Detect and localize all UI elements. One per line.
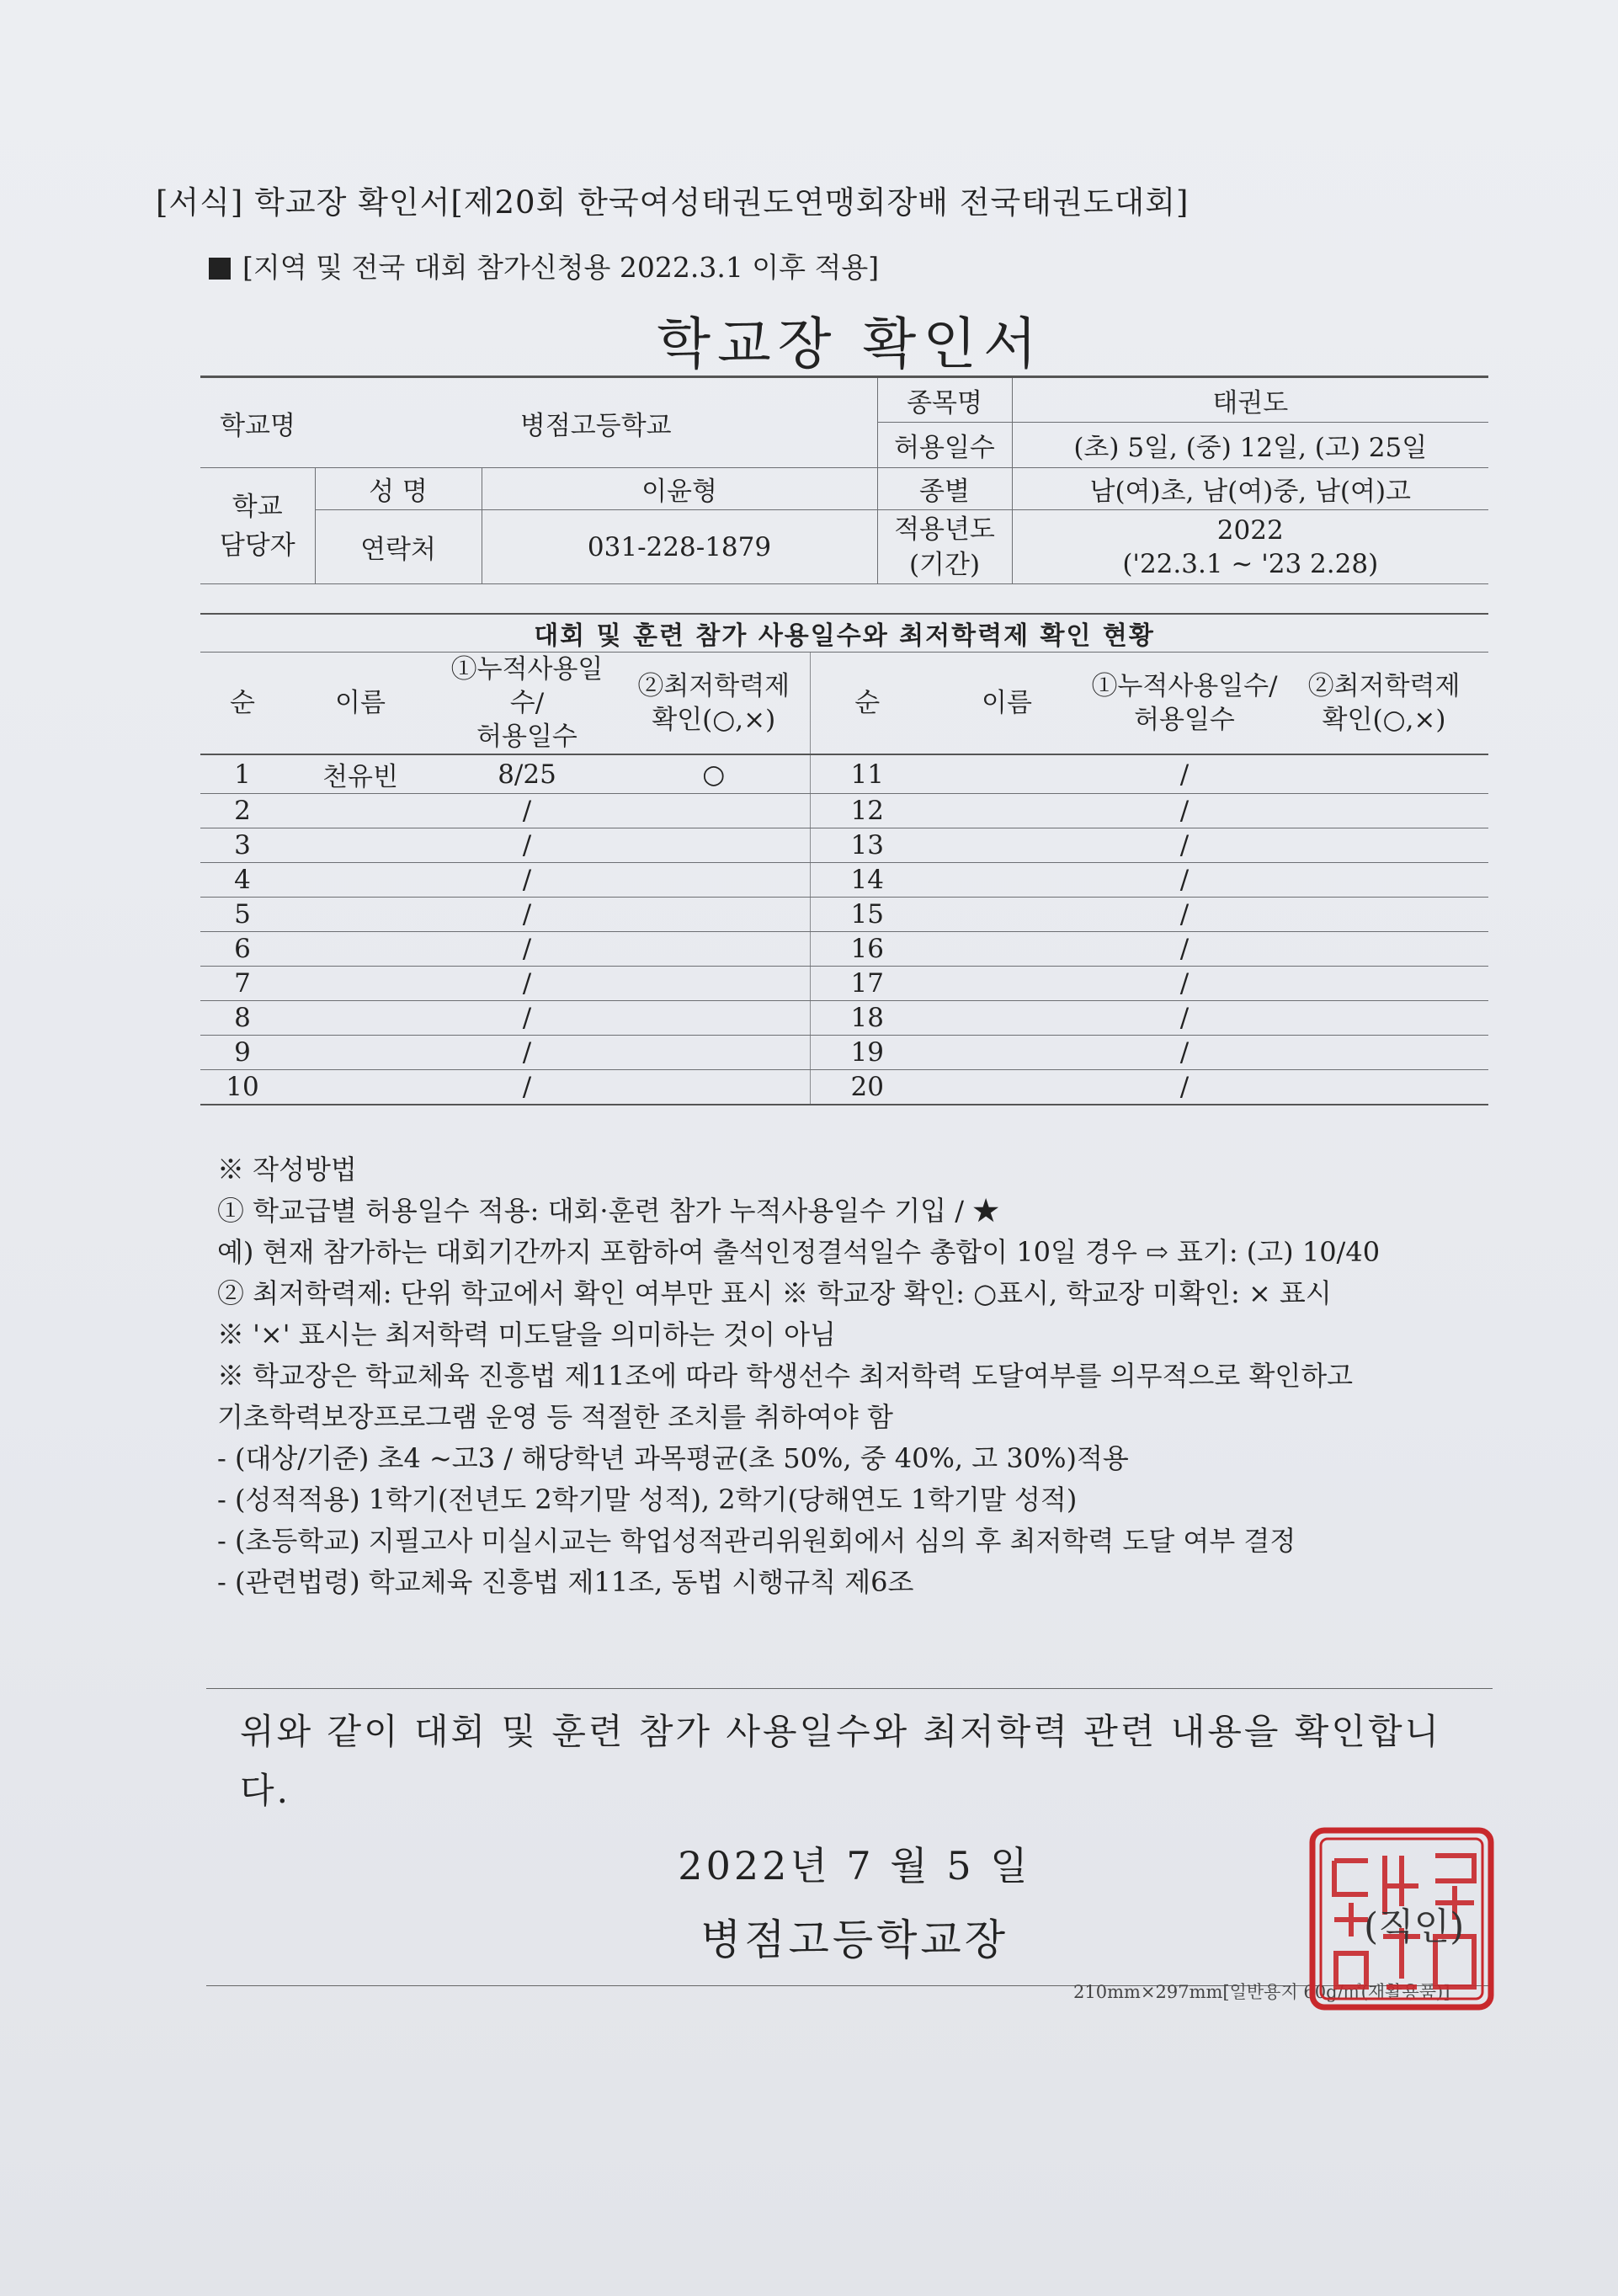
divider-top — [206, 1688, 1493, 1689]
cell-name — [285, 1036, 436, 1070]
cell-name-2 — [924, 1036, 1089, 1070]
instruction-line: ※ 학교장은 학교체육 진흥법 제11조에 따라 학생선수 최저학력 도달여부를 의무적으로 확인하고 — [217, 1360, 1354, 1392]
cell-name-2 — [924, 967, 1089, 1001]
year-period: ('22.3.1 ~ '23 2.28) — [1122, 548, 1379, 579]
cell-no-2: 16 — [810, 932, 924, 967]
name-value: 이윤형 — [482, 468, 877, 510]
cell-no: 8 — [200, 1001, 285, 1036]
instruction-line: - (관련법령) 학교체육 진흥법 제11조, 동법 시행규칙 제6조 — [217, 1566, 914, 1598]
table-row — [200, 754, 1488, 794]
instruction-line: - (대상/기준) 초4 ~고3 / 해당학년 과목평균(초 50%, 중 40%, 고 30%)적용 — [217, 1442, 1129, 1474]
sport-label: 종목명 — [877, 377, 1012, 423]
cell-name-2 — [924, 863, 1089, 898]
cell-name-2 — [924, 932, 1089, 967]
cell-check — [618, 1036, 810, 1070]
col-days: ①누적사용일수/ 허용일수 — [436, 653, 618, 755]
cell-name — [285, 828, 436, 863]
signer-name: 병점고등학교장 — [700, 1915, 1009, 1964]
form-header: [서식] 학교장 확인서[제20회 한국여성태권도연맹회장배 전국태권도대회] — [156, 184, 1190, 221]
cell-days-2: / — [1089, 794, 1280, 828]
cell-check — [618, 1001, 810, 1036]
cell-days-2: / — [1089, 1036, 1280, 1070]
cell-no-2: 19 — [810, 1036, 924, 1070]
confirmation-statement: 위와 같이 대회 및 훈련 참가 사용일수와 최저학력 관련 내용을 확인합니다. — [240, 1711, 1442, 1811]
cell-no: 2 — [200, 794, 285, 828]
cell-days-2: / — [1089, 1001, 1280, 1036]
participation-table — [200, 613, 1488, 1105]
cell-no-2: 13 — [810, 828, 924, 863]
gender-label: 종별 — [877, 468, 1012, 510]
cell-days-2: / — [1089, 898, 1280, 932]
cell-days: / — [436, 932, 618, 967]
cell-days-2: / — [1089, 863, 1280, 898]
cell-days-2: / — [1089, 828, 1280, 863]
cell-check-2 — [1280, 1001, 1488, 1036]
cell-no: 9 — [200, 1036, 285, 1070]
cell-check — [618, 828, 810, 863]
document-title: 학교장 확인서 — [657, 312, 1044, 376]
cell-no-2: 12 — [810, 794, 924, 828]
cell-check-2 — [1280, 932, 1488, 967]
cell-check — [618, 898, 810, 932]
instruction-line: 예) 현재 참가하는 대회기간까지 포함하여 출석인정결석일수 총합이 10일 경우 ⇨ 표기: (고) 10/40 — [217, 1236, 1381, 1268]
cell-check — [618, 932, 810, 967]
gender-value: 남(여)초, 남(여)중, 남(여)고 — [1012, 468, 1488, 510]
cell-name-2 — [924, 1001, 1089, 1036]
cell-check — [618, 863, 810, 898]
contact-value: 031-228-1879 — [482, 510, 877, 584]
cell-days-2: / — [1089, 932, 1280, 967]
instruction-line: - (성적적용) 1학기(전년도 2학기말 성적), 2학기(당해연도 1학기말 성적) — [217, 1484, 1078, 1516]
cell-name — [285, 1070, 436, 1105]
table-row — [200, 1070, 1488, 1105]
instruction-line: ② 최저학력제: 단위 학교에서 확인 여부만 표시 ※ 학교장 확인: ○표시, 학교장 미확인: × 표시 — [217, 1277, 1332, 1309]
col-no-2: 순 — [810, 653, 924, 755]
school-value: 병점고등학교 — [315, 377, 877, 468]
instruction-line: ① 학교급별 허용일수 적용: 대회·훈련 참가 누적사용일수 기입 / ★ — [217, 1195, 1000, 1227]
confirmation-date: 2022년 7 월 5 일 — [678, 1843, 1031, 1888]
cell-check — [618, 967, 810, 1001]
cell-name — [285, 967, 436, 1001]
cell-days: / — [436, 1036, 618, 1070]
cell-check-2 — [1280, 863, 1488, 898]
name-label: 성 명 — [315, 468, 482, 510]
cell-name-2 — [924, 794, 1089, 828]
table-row — [200, 794, 1488, 828]
paper-spec: 210mm×297mm[일반용지 60g/㎡(재활용품)] — [1073, 1982, 1450, 2002]
allowed-label: 허용일수 — [877, 423, 1012, 468]
cell-days: / — [436, 863, 618, 898]
cell-check-2 — [1280, 1036, 1488, 1070]
cell-no: 7 — [200, 967, 285, 1001]
cell-days-2: / — [1089, 754, 1280, 794]
cell-no: 1 — [200, 754, 285, 794]
year-value: 2022 — [1216, 514, 1284, 546]
form-subtitle-text: [지역 및 전국 대회 참가신청용 2022.3.1 이후 적용] — [242, 251, 880, 284]
table-row — [200, 828, 1488, 863]
square-bullet-icon — [209, 258, 231, 280]
cell-check-2 — [1280, 754, 1488, 794]
cell-days: / — [436, 1001, 618, 1036]
instruction-line: 기초학력보장프로그램 운영 등 적절한 조치를 취하여야 함 — [217, 1401, 893, 1433]
cell-name — [285, 794, 436, 828]
cell-check-2 — [1280, 967, 1488, 1001]
cell-days-2: / — [1089, 967, 1280, 1001]
cell-no-2: 11 — [810, 754, 924, 794]
year-label: 적용년도 (기간) — [877, 510, 1012, 584]
cell-days: / — [436, 898, 618, 932]
col-check-2: ②최저학력제 확인(○,×) — [1280, 653, 1488, 755]
allowed-value: (초) 5일, (중) 12일, (고) 25일 — [1012, 423, 1488, 468]
instructions — [217, 1149, 1380, 1603]
info-table — [200, 376, 1488, 584]
cell-name-2 — [924, 898, 1089, 932]
cell-check-2 — [1280, 898, 1488, 932]
cell-no: 5 — [200, 898, 285, 932]
cell-days: / — [436, 794, 618, 828]
table-row — [200, 1036, 1488, 1070]
table-caption: 대회 및 훈련 참가 사용일수와 최저학력제 확인 현황 — [200, 614, 1488, 653]
col-no: 순 — [200, 653, 285, 755]
table-row — [200, 967, 1488, 1001]
cell-check: ○ — [618, 754, 810, 794]
table-row — [200, 1001, 1488, 1036]
cell-no: 6 — [200, 932, 285, 967]
cell-no-2: 17 — [810, 967, 924, 1001]
cell-check — [618, 1070, 810, 1105]
cell-check — [618, 794, 810, 828]
table-row — [200, 863, 1488, 898]
contact-label: 연락처 — [315, 510, 482, 584]
table-row — [200, 932, 1488, 967]
year-cell — [1012, 510, 1488, 584]
seal-label: (직인) — [1364, 1905, 1465, 1948]
cell-name-2 — [924, 754, 1089, 794]
cell-name — [285, 932, 436, 967]
cell-no-2: 18 — [810, 1001, 924, 1036]
col-days-2: ①누적사용일수/ 허용일수 — [1089, 653, 1280, 755]
cell-no-2: 15 — [810, 898, 924, 932]
cell-check-2 — [1280, 828, 1488, 863]
form-subtitle — [209, 246, 879, 285]
cell-check-2 — [1280, 1070, 1488, 1105]
cell-name — [285, 898, 436, 932]
cell-no: 3 — [200, 828, 285, 863]
table-row — [200, 898, 1488, 932]
cell-days: / — [436, 1070, 618, 1105]
cell-days-2: / — [1089, 1070, 1280, 1105]
cell-name: 천유빈 — [285, 754, 436, 794]
col-name: 이름 — [285, 653, 436, 755]
col-check: ②최저학력제 확인(○,×) — [618, 653, 810, 755]
cell-no-2: 14 — [810, 863, 924, 898]
cell-no: 4 — [200, 863, 285, 898]
cell-no-2: 20 — [810, 1070, 924, 1105]
instructions-heading: ※ 작성방법 — [217, 1153, 357, 1185]
cell-days: 8/25 — [436, 754, 618, 794]
cell-days: / — [436, 828, 618, 863]
sport-value: 태권도 — [1012, 377, 1488, 423]
cell-check-2 — [1280, 794, 1488, 828]
cell-name-2 — [924, 1070, 1089, 1105]
instruction-line: ※ '×' 표시는 최저학력 미도달을 의미하는 것이 아님 — [217, 1318, 836, 1350]
col-name-2: 이름 — [924, 653, 1089, 755]
manager-label: 학교 담당자 — [200, 468, 315, 584]
cell-name — [285, 1001, 436, 1036]
cell-name — [285, 863, 436, 898]
school-label: 학교명 — [200, 377, 315, 468]
cell-days: / — [436, 967, 618, 1001]
cell-name-2 — [924, 828, 1089, 863]
instruction-line: - (초등학교) 지필고사 미실시교는 학업성적관리위원회에서 심의 후 최저학력 도달 여부 결정 — [217, 1525, 1296, 1557]
cell-no: 10 — [200, 1070, 285, 1105]
